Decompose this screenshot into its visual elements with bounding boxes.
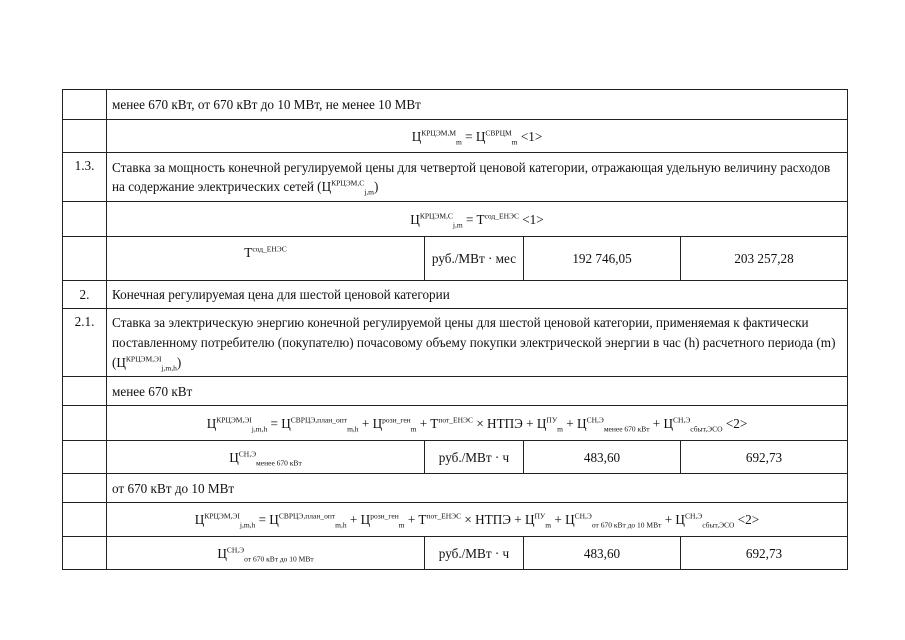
value-cell: 192 746,05 (524, 237, 681, 281)
row-number-cell (63, 406, 107, 441)
formula: $Ц^{КРЦЭМ,М}_m = Ц^{СВРЦМ}_m <1>$ (411, 128, 543, 147)
row-number-cell (63, 474, 107, 503)
table-row (63, 406, 848, 441)
row-number-cell (63, 537, 107, 570)
table-row (63, 281, 848, 309)
row-text-cell: Ставка за электрическую энергию конечной регулируемой цены для шестой ценовой категории, применяемая к фактически поставленному потребителю (покупателю) почасовому объему покупки электрической энергии в час (h) расчетного периода (m) $(Ц^{КРЦЭМ,ЭI}_{j,m,h})$ (107, 309, 848, 377)
row-number-cell: 2. (63, 281, 107, 309)
tariff-table (62, 89, 848, 570)
row-text-cell: Конечная регулируемая цена для шестой ценовой категории (107, 281, 848, 309)
row-label-cell: $Ц^{СН,Э}_{менее 670 кВт}$ (107, 441, 425, 474)
row-text-cell: от 670 кВт до 10 МВт (107, 474, 848, 503)
formula-cell (107, 120, 848, 153)
table-row (63, 377, 848, 406)
unit-cell: руб./МВт · ч (425, 537, 524, 570)
row-text-cell: Ставка за мощность конечной регулируемой цены для четвертой ценовой категории, отражающая удельную величину расходов на содержание электрических сетей $(Ц^{КРЦЭМ,С}_{j,m})$ (107, 153, 848, 202)
formula: $Ц^{КРЦЭМ,С}_{j,m} = T^{сод\_ЕНЭС} <1>$ (410, 211, 544, 230)
formula-cell (107, 503, 848, 537)
table-row (63, 537, 848, 570)
table-row (63, 202, 848, 237)
value-cell: 692,73 (681, 441, 848, 474)
row-number-cell: 2.1. (63, 309, 107, 377)
unit-cell: руб./МВт · мес (425, 237, 524, 281)
row-number-cell (63, 120, 107, 153)
row-number-cell (63, 202, 107, 237)
table-row (63, 503, 848, 537)
value-cell: 483,60 (524, 537, 681, 570)
row-label-cell: $T^{сод\_ЕНЭС}$ (107, 237, 425, 281)
unit-cell: руб./МВт · ч (425, 441, 524, 474)
value-cell: 692,73 (681, 537, 848, 570)
row-number-cell (63, 237, 107, 281)
row-number-cell (63, 503, 107, 537)
value-cell: 203 257,28 (681, 237, 848, 281)
row-number-cell (63, 441, 107, 474)
row-text-cell: менее 670 кВт (107, 377, 848, 406)
formula: $Ц^{КРЦЭМ,ЭI}_{j,m,h} = Ц^{СВРЦЭ,план\_опт}_{m,h} + Ц^{розн\_ген}_m + T^{пот\_ЕНЭС}$ × НТПЭ + $Ц^{ПУ}_m + Ц^{СН,Э}_{менее 670 кВт} + Ц^{СН,Э}_{сбыт,ЭСО} <2>$ (206, 415, 748, 434)
table-row (63, 153, 848, 202)
table-row (63, 441, 848, 474)
row-number-cell (63, 90, 107, 120)
table-row (63, 309, 848, 377)
value-cell: 483,60 (524, 441, 681, 474)
formula: $Ц^{КРЦЭМ,ЭI}_{j,m,h} = Ц^{СВРЦЭ,план\_опт}_{m,h} + Ц^{розн\_ген}_m + T^{пот\_ЕНЭС}$ × НТПЭ + $Ц^{ПУ}_m + Ц^{СН,Э}_{от 670 кВт до 10 МВт} + Ц^{СН,Э}_{сбыт,ЭСО} <2>$ (194, 511, 760, 530)
row-number-cell (63, 377, 107, 406)
table-row (63, 120, 848, 153)
formula-cell (107, 406, 848, 441)
row-label-cell: $Ц^{СН,Э}_{от 670 кВт до 10 МВт}$ (107, 537, 425, 570)
table-row (63, 474, 848, 503)
formula-cell (107, 202, 848, 237)
table-row (63, 237, 848, 281)
row-text-cell: менее 670 кВт, от 670 кВт до 10 МВт, не менее 10 МВт (107, 90, 848, 120)
row-number-cell: 1.3. (63, 153, 107, 202)
table-row (63, 90, 848, 120)
